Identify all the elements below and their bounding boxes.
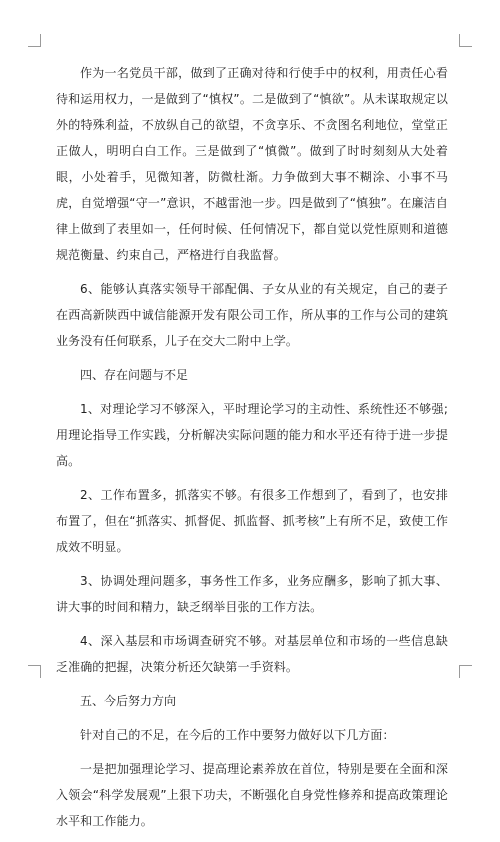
section-heading-future-direction: 五、今后努力方向	[80, 694, 177, 708]
crop-mark-bottom-right	[459, 665, 472, 678]
paragraph-problem-4: 4、深入基层和市场调查研究不够。对基层单位和市场的一些信息缺乏准确的把握，决策分析还欠缺第一手资料。	[56, 634, 448, 674]
paragraph-problem-2: 2、工作布置多，抓落实不够。有很多工作想到了，看到了，也安排布置了，但在“抓落实、抓督促、抓监督、抓考核”上有所不足，致使工作成效不明显。	[56, 488, 448, 554]
paragraph-family-employment: 6、能够认真落实领导干部配偶、子女从业的有关规定，自己的妻子在西高新陕西中诚信能源开发有限公司工作，所从事的工作与公司的建筑业务没有任何联系，儿子在交大二附中上学。	[56, 282, 448, 348]
paragraph-problem-1: 1、对理论学习不够深入，平时理论学习的主动性、系统性还不够强;用理论指导工作实践，分析解决实际问题的能力和水平还有待于进一步提高。	[56, 402, 448, 468]
paragraph-future-1: 一是把加强理论学习、提高理论素养放在首位，特别是要在全面和深入领会“科学发展观”上狠下功夫，不断强化自身党性修养和提高政策理论水平和工作能力。	[56, 762, 448, 828]
crop-mark-top-left	[28, 34, 41, 47]
crop-mark-bottom-left	[28, 665, 41, 678]
paragraph-self-discipline: 作为一名党员干部，做到了正确对待和行使手中的权利，用责任心看待和运用权力，一是做到了“慎权”。二是做到了“慎欲”。从未谋取规定以外的特殊利益，不放纵自己的欲望，不贪享乐、不贪图名利地位，堂堂正正做人，明明白白工作。三是做到了“慎微”。做到了时时刻刻从大处着眼，小处着手，见微知著，防微杜渐。力争做到大事不糊涂、小事不马虎，自觉增强“守一”意识，不越雷池一步。四是做到了“慎独”。在廉洁自律上做到了表里如一，任何时候、任何情况下，都自觉以党性原则和道德规范衡量、约束自己，严格进行自我监督。	[56, 66, 448, 262]
paragraph-future-intro: 针对自己的不足，在今后的工作中要努力做好以下几方面：	[80, 728, 395, 742]
paragraph-problem-3: 3、协调处理问题多，事务性工作多，业务应酬多，影响了抓大事、讲大事的时间和精力，缺乏纲举目张的工作方法。	[56, 574, 448, 614]
document-body	[56, 60, 448, 842]
section-heading-problems: 四、存在问题与不足	[80, 368, 189, 382]
crop-mark-top-right	[459, 34, 472, 47]
